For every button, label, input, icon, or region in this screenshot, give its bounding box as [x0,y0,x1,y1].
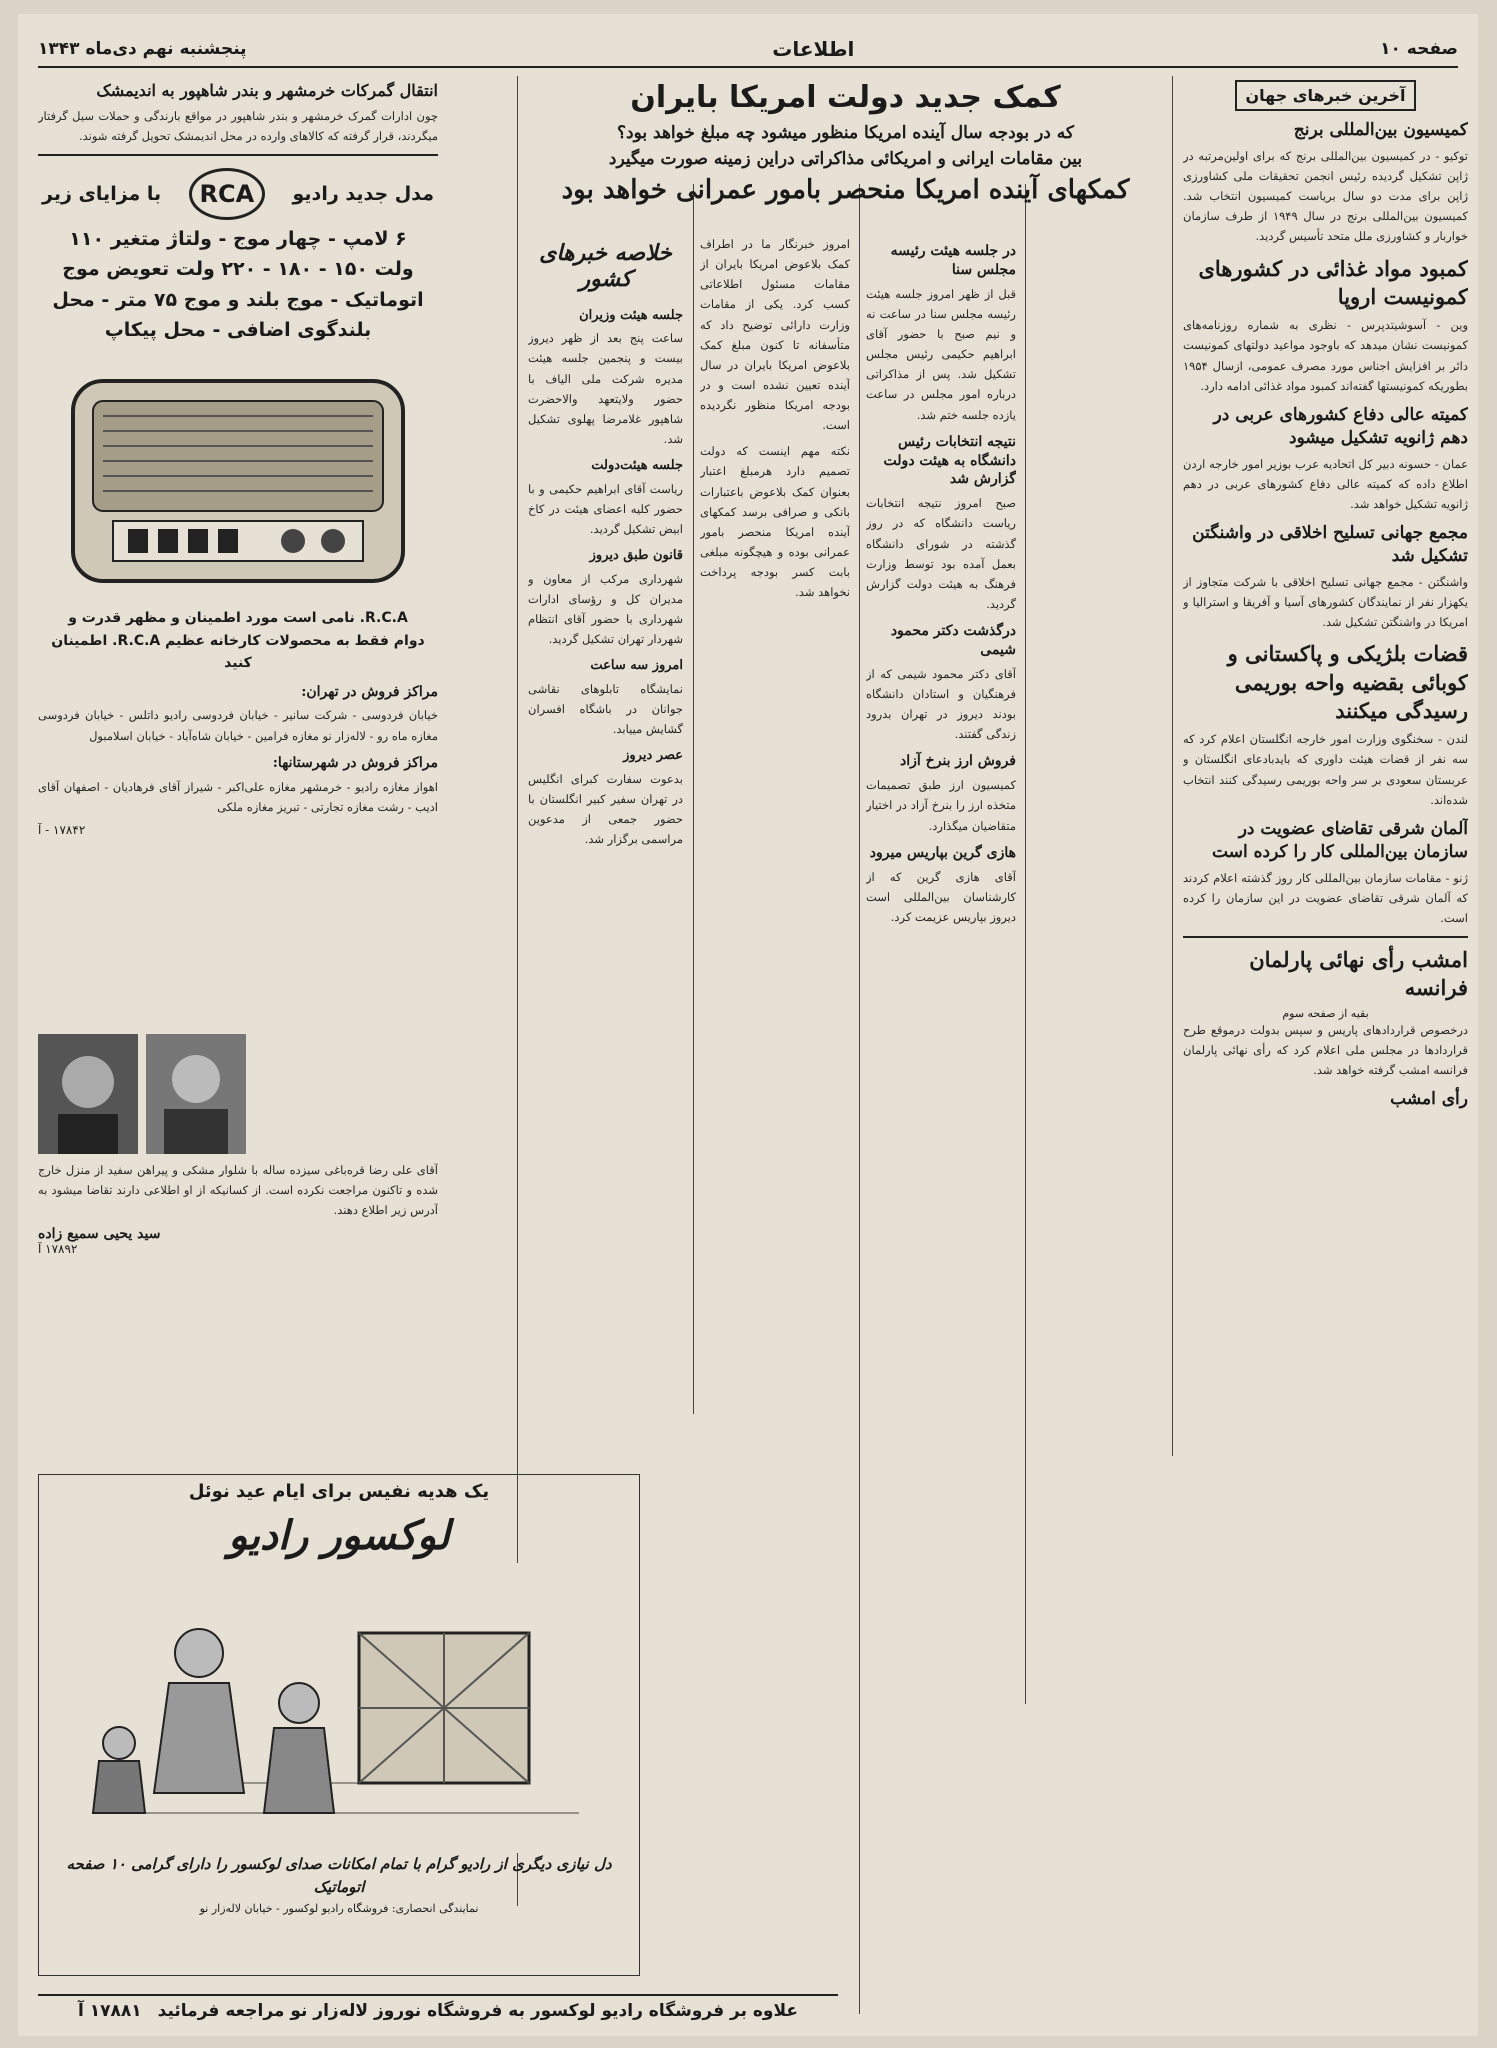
portrait-photo [146,1034,246,1154]
paper-name: اطلاعات [772,37,855,61]
page-number: صفحه ۱۰ [1380,39,1458,59]
obituary-body: آقای دکتر محمود شیمی که از فرهنگیان و استادان دانشگاه بودند دیروز در تهران بدرود زندگی گفتند. [866,666,1016,742]
luxor-code: ۱۷۸۸۱ آ [78,2001,142,2021]
divider [38,154,438,156]
senate-body: قبل از ظهر امروز جلسه هیئت رئیسه مجلس سنا در ساعت نه و نیم صبح با حضور آقای ابراهیم حکیمی رئیس مجلس تشکیل شد. پس از مذاکراتی درباره امور مجلس در ساعت یازده جلسه ختم شد. [866,286,1016,422]
domestic-title: خلاصه خبرهای کشور [539,240,672,293]
left-column [38,76,438,1076]
france-headline: امشب رأی نهائی پارلمان فرانسه [1249,947,1468,1001]
rca-tehran-heading: مراکز فروش در تهران: [301,683,438,700]
rca-feature-line: اتوماتیک - موج بلند و موج ۷۵ متر - محل [52,288,424,311]
domestic-news-column [528,234,683,1674]
senate-headline: در جلسه هیئت رئیسه مجلس سنا [890,243,1016,278]
rca-ad-code: ۱۷۸۴۲ - آ [38,822,86,837]
france-subhead: رأی امشب [1390,1089,1468,1110]
rca-tagline: R.C.A. نامی است مورد اطمینان و مظهر قدرت و [68,610,408,627]
domestic-item-body: ریاست آقای ابراهیم حکیمی و با حضور کلیه اعضای هیئت در کاخ ابیض تشکیل گردید. [528,481,683,536]
luxor-ad-header: یک هدیه نفیس برای ایام عید نوئل [188,1481,490,1502]
domestic-item-body: بدعوت سفارت کبرای انگلیس در تهران سفیر کبیر انگلستان با حضور جمعی از مدعوین مراسمی برگزار شد. [528,771,683,846]
world-news-body: وین - آسوشیتدپرس - نظری به شماره روزنامه‌های کمونیست نشان میدهد که باوجود مواعید دولتهای کمونیست دائر بر افزایش اجناس مورد مصرف عمومی، ازسال ۱۹۵۴ بطوریکه کمونیستها گفته‌اند کمبود مواد غذائی ادامه دارد. [1183,318,1468,393]
lead-subhead: کمکهای آینده امریکا منحصر بامور عمرانی خواهد بود [561,175,1130,205]
domestic-item-lead: امروز سه ساعت [590,658,683,674]
world-news-headline: کمیسیون بین‌المللی برنج [1293,120,1468,140]
rca-ad-title: مدل جدید رادیو [292,182,434,205]
domestic-item-body: ساعت پنج بعد از ظهر دیروز بیست و پنجمین جلسه هیئت مدیره شرکت ملی الیاف با حضور ولایتعهد والاحضرت شاهپور غلامرضا پهلوی تشکیل شد. [528,331,683,446]
column-rule [859,184,860,2014]
world-news-headline: قضات بلژیکی و پاکستانی و کوبائی بقضیه واحه بوریمی رسیدگی میکنند [1227,641,1468,723]
divider [1183,936,1468,938]
world-news-column [1183,76,1468,2006]
university-headline: نتیجه انتخابات رئیس دانشگاه به هیئت دولت گزارش شد [883,433,1016,488]
world-news-body: واشنگتن - مجمع جهانی تسلیح اخلاقی با شرکت متجاوز از یکهزار نفر از نمایندگان کشورهای آسیا و آفریقا و استرالیا و امریکا در واشنگتن تشکیل شد. [1183,574,1468,630]
lead-body: نکته مهم اینست که دولت تصمیم دارد هرمبلغ اعتبار بعنوان کمک بلاعوض باعتبارات بانکی و صرافی برسد کمکهای آینده امریکا منحصر بامور عمرانی بوده و هیچگونه مبلغی بابت کسر بودجه پرداخت نخواهد شد. [700,444,850,600]
france-body: درخصوص قراردادهای پاریس و سپس بدولت درموقع طرح قراردادها در مجلس ملی اعلام کرد که رأی نهائی پارلمان فرانسه امشب گرفته خواهد شد. [1183,1022,1468,1077]
domestic-item-lead: قانون طبق دیروز [589,548,683,563]
column-rule [1025,184,1026,1704]
luxor-slogan: دل نیازی دیگری از رادیو گرام با تمام امکانات صدای لوکسور را دارای گرامی ۱۰ صفحه اتوماتیک [66,1855,612,1896]
lead-kicker: که در بودجه سال آینده امریکا منظور میشود چه مبلغ خواهد بود؟ [617,123,1074,143]
world-news-headline: مجمع جهانی تسلیح اخلاقی در واشنگتن تشکیل شد [1192,523,1468,566]
lead-story-body [700,234,850,2004]
currency-body: کمیسیون ارز طبق تصمیمات متخذه ارز را بنرخ آزاد در اختیار متقاضیان میگذارد. [866,778,1016,833]
rca-logo: RCA [189,168,265,220]
rca-provinces-body: اهواز مغازه رادیو - خرمشهر مغازه علی‌اکبر - شیراز آقای فرهادیان - اصفهان آقای ادیب - رشت مغازه تجارتی - تبریز مغازه ملکی [38,779,438,814]
missing-notice-code: ۱۷۸۹۲ آ [38,1242,78,1257]
lead-headline: کمک جدید دولت امریکا بایران [630,80,1061,115]
family-radio-illustration [59,1563,619,1853]
luxor-advertisement [38,1474,640,1976]
khorramshahr-body: چون ادارات گمرک خرمشهر و بندر شاهپور در مواقع بارندگی و حملات سیل گرفتار میگردند، قرار گرفته که کالاهای وارده در محل اندیمشک تحویل گرفته شوند. [38,108,438,143]
issue-date: پنجشنبه نهم دی‌ماه ۱۳۴۳ [38,39,247,59]
portrait-photo [38,1034,138,1154]
world-news-headline: آلمان شرقی تقاضای عضویت در سازمان بین‌المللی کار را کرده است [1212,818,1468,862]
domestic-item-body: شهرداری مرکب از معاون و مدیران کل و رؤسای ادارات شهرداری با حضور آقای انتظام شهردار تهران تشکیل گردید. [528,571,683,646]
rca-feature-line: ۶ لامپ - چهار موج - ولتاژ متغیر ۱۱۰ [69,227,407,250]
khorramshahr-headline: انتقال گمرکات خرمشهر و بندر شاهپور به اندیمشک [96,81,438,100]
domestic-item-lead: جلسه هیئت وزیران [579,307,683,323]
missing-notice [38,1034,438,1474]
currency-headline: فروش ارز بنرخ آزاد [900,753,1016,770]
rca-tagline: دوام فقط به محصولات کارخانه عظیم R.C.A. اطمینان کنید [51,632,425,672]
masthead [38,32,1458,68]
rca-feature-line: بلندگوی اضافی - محل پیکاپ [104,319,372,342]
lead-story [528,76,1163,226]
senate-column [866,234,1016,1684]
travel-headline: هازی گرین بپاریس میرود [869,844,1016,861]
world-news-body: ژنو - مقامات سازمان بین‌المللی کار روز گذشته اعلام کردند که آلمان شرقی تقاضای عضویت در این سازمان را کرده است. [1183,870,1468,925]
rca-tehran-body: خیابان فردوسی - شرکت سانیر - خیابان فردوسی رادیو داتلس - خیابان فردوسی مغازه ماه رو - لاله‌زار نو مغازه فرامین - خیابان شاه‌آباد - خیابان اسلامبول [38,708,438,743]
university-body: صبح امروز نتیجه انتخابات ریاست دانشگاه که در روز گذشته در شورای دانشگاه بعمل آمده بود توسط وزارت فرهنگ به هیئت دولت گزارش گردید. [866,496,1016,611]
world-news-body: توکیو - در کمیسیون بین‌المللی برنج که برای اولین‌مرتبه در ژاپن تشکیل گردیده رئیس انجمن تحقیقات ملی کشاورزی ژاپن برای مدت دو سال بریاست کمیسیون انتخاب شد. کمیسیون بین‌المللی برنج در سال ۱۹۴۹ از طرف سازمان خواربار و کشاورزی ملل متحد تأسیس گردید. [1183,148,1468,244]
obituary-headline: درگذشت دکتر محمود شیمی [890,623,1016,658]
rca-ad-features-lead: با مزایای زیر [42,182,162,205]
world-news-box-title: آخرین خبرهای جهان [1235,80,1415,111]
radio-illustration [43,351,433,601]
world-news-headline: کمبود مواد غذائی در کشورهای کمونیست اروپا [1198,255,1468,309]
world-news-body: عمان - حسونه دبیر کل اتحادیه عرب بوزیر امور خارجه اردن اطلاع داده که کمیته عالی دفاع کشورهای عربی در دهم ژانویه تشکیل خواهد شد. [1183,456,1468,511]
continued-note: بقیه از صفحه سوم [1282,1006,1369,1020]
luxor-brand: لوکسور رادیو [228,1512,450,1559]
newspaper-page [18,14,1478,2036]
rca-advertisement [38,164,438,837]
domestic-item-lead: عصر دیروز [623,747,683,763]
column-rule [1172,76,1173,1456]
lead-kicker: بین مقامات ایرانی و امریکائی مذاکراتی دراین زمینه صورت میگیرد [608,148,1083,169]
luxor-footer: علاوه بر فروشگاه رادیو لوکسور به فروشگاه نوروز لاله‌زار نو مراجعه فرمائید [157,2001,798,2021]
domestic-item-body: نمایشگاه تابلوهای نقاشی جوانان در باشگاه افسران گشایش مییابد. [528,681,683,736]
travel-body: آقای هازی گرین که از کارشناسان بین‌المللی است دیروز بپاریس عزیمت کرد. [866,869,1016,924]
rca-provinces-heading: مراکز فروش در شهرستانها: [272,754,438,771]
luxor-footer-bar [38,1994,838,2026]
missing-notice-body: آقای علی رضا قره‌باغی سیزده ساله با شلوار مشکی و پیراهن سفید از منزل خارج شده و تاکنون مراجعت نکرده است. از کسانیکه از او اطلاعی دارند تقاضا میشود به آدرس زیر اطلاع دهند. [38,1163,438,1218]
world-news-headline: کمیته عالی دفاع کشورهای عربی در دهم ژانویه تشکیل میشود [1213,404,1468,448]
world-news-body: لندن - سخنگوی وزارت امور خارجه انگلستان اعلام کرد که سه نفر از قضات هیئت داوری که بایدبادعای انگلستان و عربستان سعودی بر سر واحه بوریمی رسیدگی کنند انتخاب شده‌اند. [1183,732,1468,807]
missing-notice-signature: سید یحیی سمیع زاده [38,1226,161,1243]
domestic-item-lead: جلسه هیئت‌دولت [591,458,683,474]
lead-body: امروز خبرنگار ما در اطراف کمک بلاعوض امریکا بایران از مقامات مسئول اطلاعاتی کسب کرد. یکی از مقامات وزارت دارائی توضیح داد که متأسفانه تا کنون مبلغ کمک بلاعوض امریکا بایران در سال آینده تعیین نشده است و در بودجه امریکا منظور نگردیده است. [700,237,850,433]
rca-feature-line: ولت ۱۵۰ - ۱۸۰ - ۲۲۰ ولت تعویض موج [62,258,414,281]
column-rule [693,184,694,1414]
luxor-address: نمایندگی انحصاری: فروشگاه رادیو لوکسور - خیابان لاله‌زار نو [199,1902,479,1915]
